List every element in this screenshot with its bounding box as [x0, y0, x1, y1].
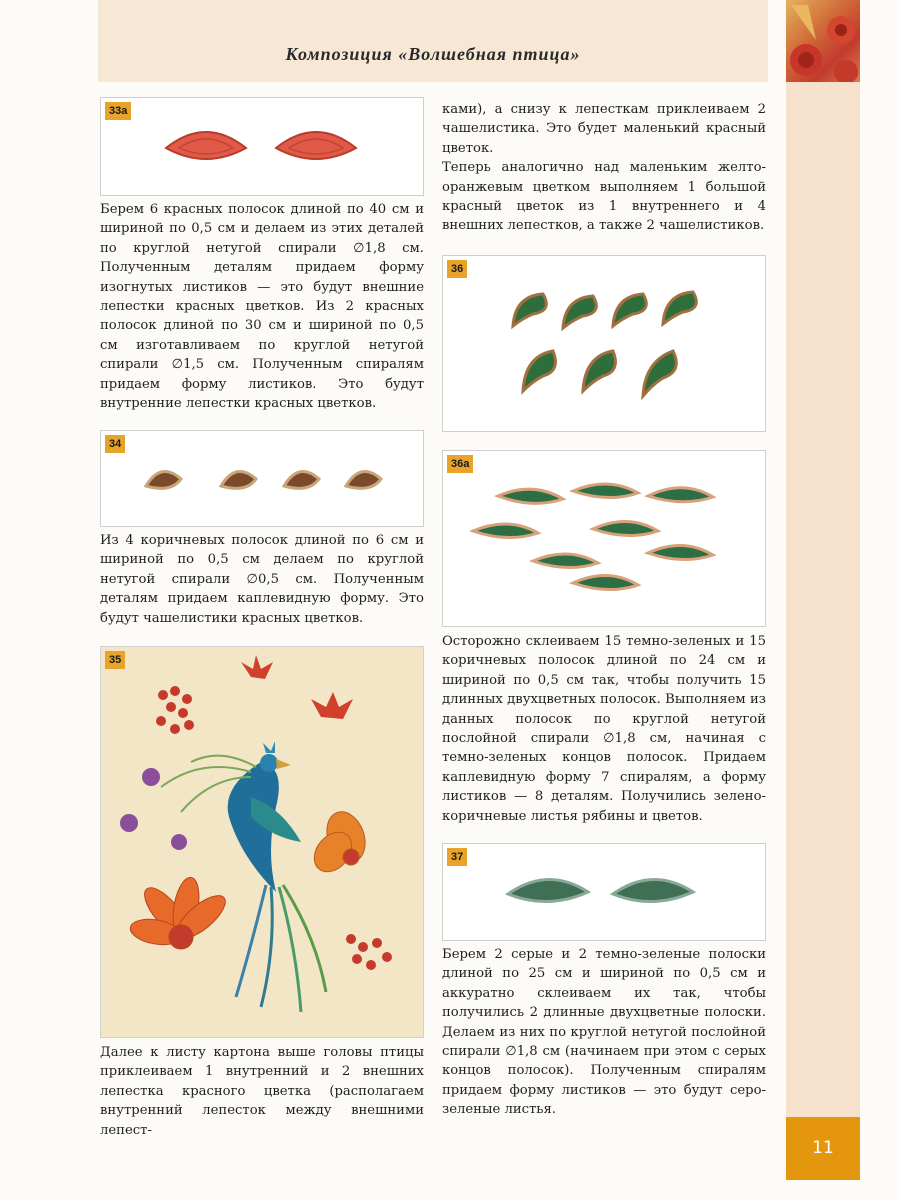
figure-37: [442, 843, 766, 941]
text-block-red-flower: [442, 100, 766, 236]
green-brown-teardrops-image: [443, 256, 765, 431]
leaf-spirals-image: [443, 451, 765, 626]
corner-decoration-image: [786, 0, 860, 82]
paragraph: ками), а снизу к лепесткам приклеиваем 2 чашелистика. Это будет маленький красный цветок.: [442, 102, 766, 156]
paragraph: Осторожно склеиваем 15 темно-зеленых и 15 коричневых полосок длиной по 24 см и шириной по 0,5 см так, чтобы получить 15 длинных двухцветных полосок. Выполняем из данных полосок по круглой нетугой послойной спирали ∅1,8 см, начиная с темно-зеленых концов полосок. Придаем каплевидную форму 7 спиралям, а форму листиков — 8 деталям. Получились зелено-коричневые листья рябины и цветов.: [442, 634, 766, 824]
roses-decoration: [786, 0, 860, 82]
text-block-grey-leaves: [442, 945, 766, 1120]
figure-33a: [100, 97, 424, 196]
page-header: [98, 0, 768, 82]
text-block-sepals: [100, 531, 424, 628]
magic-bird-composition-image: [101, 647, 423, 1037]
page-title: Композиция «Волшебная птица»: [285, 44, 581, 64]
paragraph: Из 4 коричневых полосок длиной по 6 см и шириной по 0,5 см делаем по круглой нетугой спирали ∅0,5 см. Полученным деталям придаем каплевидную форму. Это будут чашелистики красных цветков.: [100, 533, 424, 626]
paragraph: Теперь аналогично над маленьким желто-оранжевым цветком выполняем 1 большой красный цветок из 1 внутреннего и 4 внешних лепестков, а также 2 чашелистиков.: [442, 160, 766, 234]
figure-label: 37: [447, 848, 467, 866]
grey-green-leaves-image: [443, 844, 765, 940]
text-block-leaves: [442, 632, 766, 826]
figure-label: 35: [105, 651, 125, 669]
figure-36: [442, 255, 766, 432]
brown-sepals-image: [101, 431, 423, 526]
figure-label: 33а: [105, 102, 131, 120]
text-block-red-petals: [100, 200, 424, 413]
figure-label: 34: [105, 435, 125, 453]
figure-36a: [442, 450, 766, 627]
text-block-assembly: [100, 1043, 424, 1140]
figure-34: [100, 430, 424, 527]
margin-strip: [786, 82, 860, 1117]
red-petals-image: [101, 98, 423, 195]
figure-35: [100, 646, 424, 1038]
figure-label: 36а: [447, 455, 473, 473]
paragraph: Далее к листу картона выше головы птицы приклеиваем 1 внутренний и 2 внешних лепестка красного цветка (располагаем внутренний лепесток между внешними лепест-: [100, 1045, 424, 1138]
page-number: 11: [786, 1117, 860, 1180]
paragraph: Берем 6 красных полосок длиной по 40 см и шириной по 0,5 см и делаем из этих деталей по круглой нетугой спирали ∅1,8 см. Полученным деталям придаем форму изогнутых листиков — это будут внешние лепестки красных цветков. Из 2 красных полосок длиной по 30 см и шириной по 0,5 см изготавливаем по круглой нетугой спирали ∅1,5 см. Полученным спиралям придаем форму листиков. Это будут внутренние лепестки красных цветков.: [100, 202, 424, 412]
paragraph: Берем 2 серые и 2 темно-зеленые полоски длиной по 25 см и шириной по 0,5 см и аккуратно склеиваем их так, чтобы получились 2 длинные двухцветные полоски. Делаем из них по круглой нетугой послойной спирали ∅1,8 см (начинаем при этом с серых концов полосок). Полученным спиралям придаем форму листиков — это будут серо-зеленые листья.: [442, 947, 766, 1118]
figure-label: 36: [447, 260, 467, 278]
